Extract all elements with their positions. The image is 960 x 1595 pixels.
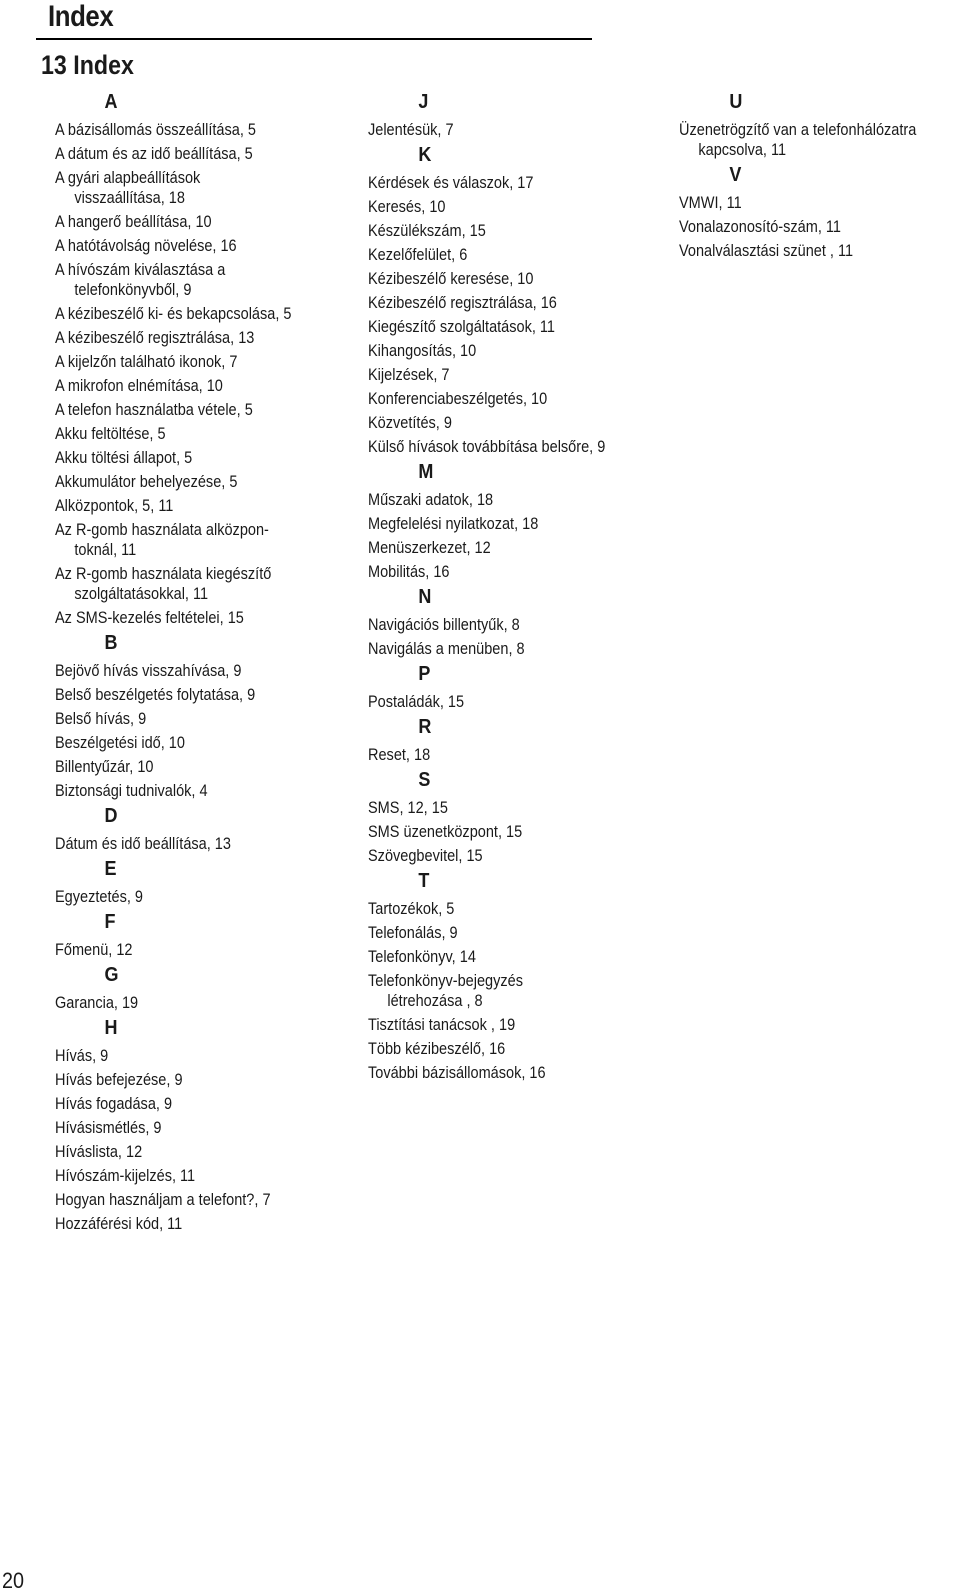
index-entry (368, 562, 632, 582)
index-entry (368, 120, 632, 140)
index-entry-text: Hívás befejezése, 9 (55, 1071, 183, 1089)
index-entry-text: Telefonkönyv, 14 (368, 948, 476, 966)
index-entry (368, 971, 632, 1011)
index-entry-text: Műszaki adatok, 18 (368, 491, 494, 509)
index-letter-heading: A (104, 91, 118, 113)
index-entry (55, 1094, 319, 1114)
index-entry-continuation: szolgáltatásokkal, 11 (74, 585, 209, 603)
index-entry (55, 887, 319, 907)
index-letter-heading: T (418, 870, 430, 892)
index-entry-text: Bejövő hívás visszahívása, 9 (55, 662, 242, 680)
index-entry-text: Postaládák, 15 (368, 693, 465, 711)
index-entry (368, 822, 632, 842)
index-entry-continuation: kapcsolva, 11 (698, 141, 787, 159)
index-entry-text: Belső beszélgetés folytatása, 9 (55, 686, 256, 704)
index-entry (368, 1015, 632, 1035)
index-entry (368, 899, 632, 919)
index-entry-text: A kijelzőn található ikonok, 7 (55, 353, 238, 371)
index-column-1 (55, 92, 355, 1238)
index-entry-text: Navigálás a menüben, 8 (368, 640, 525, 658)
index-entry-continuation: létrehozása , 8 (387, 992, 483, 1010)
index-entry (55, 757, 319, 777)
index-entry (368, 221, 632, 241)
index-entry-text: A telefon használatba vétele, 5 (55, 401, 253, 419)
index-letter-heading: V (729, 164, 742, 186)
index-entry (368, 437, 632, 457)
index-entry-text: Akkumulátor behelyezése, 5 (55, 473, 238, 491)
index-entry (679, 217, 943, 237)
index-entry (55, 448, 319, 468)
index-entry (55, 1190, 319, 1210)
index-letter-heading: H (104, 1017, 118, 1039)
index-entry (55, 212, 319, 232)
index-entry-text: További bázisállomások, 16 (368, 1064, 546, 1082)
index-entry-continuation: telefonkönyvből, 9 (74, 281, 192, 299)
index-entry-text: Kézibeszélő regisztrálása, 16 (368, 294, 557, 312)
index-entry-text: A hatótávolság növelése, 16 (55, 237, 237, 255)
index-entry (368, 514, 632, 534)
index-entry (55, 352, 319, 372)
index-entry (55, 260, 319, 300)
index-entry-continuation: toknál, 11 (74, 541, 137, 559)
index-entry-text: Vonalazonosító-szám, 11 (679, 218, 841, 236)
index-entry (368, 1063, 632, 1083)
index-column-3 (679, 92, 960, 265)
index-entry-text: Megfelelési nyilatkozat, 18 (368, 515, 539, 533)
index-entry (368, 341, 632, 361)
index-entry-text: Billentyűzár, 10 (55, 758, 154, 776)
index-entry (368, 413, 632, 433)
index-entry-text: Konferenciabeszélgetés, 10 (368, 390, 548, 408)
page-number: 20 (2, 1568, 25, 1593)
index-entry (55, 328, 319, 348)
index-letter-heading: U (729, 91, 743, 113)
index-entry-text: Beszélgetési idő, 10 (55, 734, 185, 752)
section-title: 13 Index (41, 50, 134, 80)
index-entry (368, 365, 632, 385)
index-entry-text: Belső hívás, 9 (55, 710, 147, 728)
index-entry-text: Kérdések és válaszok, 17 (368, 174, 534, 192)
index-entry-text: Kijelzések, 7 (368, 366, 450, 384)
index-entry-text: A mikrofon elnémítása, 10 (55, 377, 223, 395)
index-entry-text: Hogyan használjam a telefont?, 7 (55, 1191, 271, 1209)
index-entry-text: Kihangosítás, 10 (368, 342, 477, 360)
index-letter-heading: P (418, 663, 431, 685)
index-entry-text: Kezelőfelület, 6 (368, 246, 468, 264)
index-letter-heading: G (104, 964, 119, 986)
index-entry-text: Telefonálás, 9 (368, 924, 458, 942)
index-entry (368, 245, 632, 265)
index-entry-text: Akku feltöltése, 5 (55, 425, 166, 443)
index-entry (55, 1142, 319, 1162)
index-entry (368, 317, 632, 337)
index-entry-text: SMS üzenetközpont, 15 (368, 823, 523, 841)
index-letter-heading: M (418, 461, 434, 483)
index-entry (55, 236, 319, 256)
index-entry-text: Mobilitás, 16 (368, 563, 450, 581)
index-letter-heading: K (418, 144, 432, 166)
index-entry (368, 293, 632, 313)
index-entry (55, 496, 319, 516)
index-entry-text: VMWI, 11 (679, 194, 742, 212)
index-entry (368, 1039, 632, 1059)
index-entry (55, 520, 319, 560)
index-entry (55, 400, 319, 420)
index-entry (368, 490, 632, 510)
index-entry (55, 733, 319, 753)
index-entry-text: Tisztítási tanácsok , 19 (368, 1016, 516, 1034)
index-entry (368, 692, 632, 712)
header-divider (36, 38, 592, 40)
index-entry (55, 424, 319, 444)
index-entry (55, 661, 319, 681)
index-entry-text: Közvetítés, 9 (368, 414, 452, 432)
index-entry (55, 1046, 319, 1066)
index-entry-text: A gyári alapbeállítások (55, 169, 201, 187)
index-entry (368, 639, 632, 659)
index-entry-text: Több kézibeszélő, 16 (368, 1040, 506, 1058)
index-entry (55, 1166, 319, 1186)
index-entry-text: Külső hívások továbbítása belsőre, 9 (368, 438, 606, 456)
index-entry-text: Hívásismétlés, 9 (55, 1119, 162, 1137)
index-entry-text: A hívószám kiválasztása a (55, 261, 226, 279)
index-entry (55, 1118, 319, 1138)
index-entry-text: Főmenü, 12 (55, 941, 133, 959)
index-letter-heading: B (104, 632, 118, 654)
index-entry (368, 947, 632, 967)
index-entry-text: Kiegészítő szolgáltatások, 11 (368, 318, 555, 336)
index-entry-text: Keresés, 10 (368, 198, 446, 216)
index-entry (679, 120, 943, 160)
index-entry (368, 846, 632, 866)
index-entry-text: Biztonsági tudnivalók, 4 (55, 782, 208, 800)
index-entry-text: Hívószám-kijelzés, 11 (55, 1167, 196, 1185)
index-entry-text: Akku töltési állapot, 5 (55, 449, 193, 467)
index-entry-text: Készülékszám, 15 (368, 222, 486, 240)
index-entry-text: SMS, 12, 15 (368, 799, 448, 817)
index-entry (368, 923, 632, 943)
index-entry-text: Hívás, 9 (55, 1047, 109, 1065)
index-entry-text: Navigációs billentyűk, 8 (368, 616, 520, 634)
page-header-title: Index (48, 0, 114, 33)
index-entry (55, 1070, 319, 1090)
index-entry (55, 993, 319, 1013)
index-letter-heading: S (418, 769, 431, 791)
index-entry-text: A kézibeszélő ki- és bekapcsolása, 5 (55, 305, 292, 323)
index-entry-continuation: visszaállítása, 18 (74, 189, 185, 207)
index-entry (368, 538, 632, 558)
index-entry (55, 781, 319, 801)
index-entry (55, 472, 319, 492)
index-entry-text: Menüszerkezet, 12 (368, 539, 491, 557)
index-entry (55, 120, 319, 140)
index-entry-text: Híváslista, 12 (55, 1143, 143, 1161)
index-letter-heading: R (418, 716, 432, 738)
index-entry (679, 241, 943, 261)
index-entry (55, 608, 319, 628)
index-entry-text: Az R-gomb használata kiegészítő (55, 565, 272, 583)
index-entry-text: Telefonkönyv-bejegyzés (368, 972, 523, 990)
index-entry-text: Egyeztetés, 9 (55, 888, 143, 906)
index-entry (368, 269, 632, 289)
index-entry (679, 193, 943, 213)
index-letter-heading: F (104, 911, 116, 933)
index-entry (55, 168, 319, 208)
index-letter-heading: N (418, 586, 432, 608)
index-entry-text: Az SMS-kezelés feltételei, 15 (55, 609, 244, 627)
index-entry-text: A kézibeszélő regisztrálása, 13 (55, 329, 255, 347)
index-letter-heading: E (104, 858, 117, 880)
index-entry-text: Szövegbevitel, 15 (368, 847, 483, 865)
index-entry (55, 564, 319, 604)
index-entry-text: Kézibeszélő keresése, 10 (368, 270, 534, 288)
index-entry-text: Hozzáférési kód, 11 (55, 1215, 183, 1233)
index-entry (368, 197, 632, 217)
index-entry (55, 685, 319, 705)
index-entry (368, 745, 632, 765)
index-entry (55, 834, 319, 854)
index-entry (55, 1214, 319, 1234)
index-letter-heading: J (418, 91, 429, 113)
index-entry-text: Vonalválasztási szünet , 11 (679, 242, 854, 260)
index-entry-text: Az R-gomb használata alközpon- (55, 521, 269, 539)
index-entry-text: Reset, 18 (368, 746, 431, 764)
index-entry-text: Üzenetrögzítő van a telefonhálózatra (679, 121, 917, 139)
index-column-2 (368, 92, 668, 1087)
index-entry (368, 173, 632, 193)
index-entry (55, 144, 319, 164)
index-entry-text: A bázisállomás összeállítása, 5 (55, 121, 256, 139)
index-entry-text: A hangerő beállítása, 10 (55, 213, 212, 231)
index-letter-heading: D (104, 805, 118, 827)
index-entry (368, 615, 632, 635)
index-entry (368, 389, 632, 409)
index-entry-text: Alközpontok, 5, 11 (55, 497, 174, 515)
index-entry (55, 940, 319, 960)
index-entry-text: Tartozékok, 5 (368, 900, 455, 918)
index-entry (368, 798, 632, 818)
index-entry-text: Dátum és idő beállítása, 13 (55, 835, 231, 853)
index-entry-text: Jelentésük, 7 (368, 121, 454, 139)
index-entry (55, 304, 319, 324)
index-entry-text: Garancia, 19 (55, 994, 139, 1012)
index-entry (55, 709, 319, 729)
index-entry-text: A dátum és az idő beállítása, 5 (55, 145, 253, 163)
index-entry (55, 376, 319, 396)
index-entry-text: Hívás fogadása, 9 (55, 1095, 173, 1113)
